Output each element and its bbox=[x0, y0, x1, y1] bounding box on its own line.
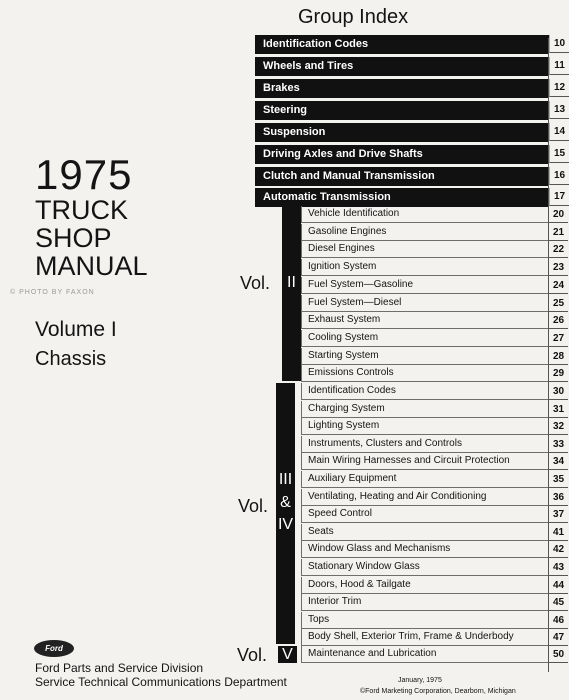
group-band bbox=[255, 167, 566, 186]
volume-two-label: Vol. bbox=[240, 273, 271, 293]
index-row bbox=[301, 365, 565, 382]
chassis-subtitle: Chassis bbox=[35, 348, 107, 370]
group-number: 15 bbox=[549, 145, 569, 163]
group-band bbox=[255, 35, 566, 54]
group-number: 50 bbox=[548, 646, 568, 663]
group-band-label: Brakes bbox=[263, 82, 300, 94]
index-row bbox=[301, 629, 565, 646]
index-row bbox=[301, 348, 565, 365]
group-number: 30 bbox=[548, 383, 568, 400]
group-band-label: Wheels and Tires bbox=[263, 60, 354, 72]
index-row-label: Starting System bbox=[308, 349, 379, 361]
index-row bbox=[301, 241, 565, 258]
group-index-title: Group Index bbox=[298, 6, 409, 28]
index-row bbox=[301, 524, 565, 541]
index-row-label: Lighting System bbox=[308, 420, 380, 432]
group-band-label: Identification Codes bbox=[263, 38, 369, 50]
index-row bbox=[301, 577, 565, 594]
group-band-label: Suspension bbox=[263, 126, 326, 138]
index-row-label: Emissions Controls bbox=[308, 367, 394, 379]
index-row-label: Ignition System bbox=[308, 261, 377, 273]
index-row-label: Tops bbox=[308, 613, 330, 625]
index-row bbox=[301, 471, 565, 488]
group-number: 23 bbox=[548, 259, 568, 276]
group-number: 22 bbox=[548, 241, 568, 258]
index-row bbox=[301, 224, 565, 241]
group-number: 36 bbox=[548, 489, 568, 506]
index-row-label: Stationary Window Glass bbox=[308, 561, 420, 572]
index-right-edge bbox=[548, 38, 549, 672]
index-row-label: Gasoline Engines bbox=[308, 225, 387, 237]
group-number: 28 bbox=[548, 348, 568, 365]
group-number: 13 bbox=[549, 101, 569, 119]
group-band bbox=[255, 57, 565, 76]
index-row bbox=[301, 646, 565, 663]
group-number: 43 bbox=[548, 559, 568, 576]
index-row-label: Instruments, Clusters and Controls bbox=[308, 437, 462, 449]
group-number: 31 bbox=[548, 401, 568, 418]
volume-three-four-label: Vol. bbox=[238, 496, 269, 516]
index-row-label: Maintenance and Lubrication bbox=[308, 648, 437, 659]
index-row-label: Ventilating, Heating and Air Conditioning bbox=[308, 490, 487, 502]
group-number: 17 bbox=[549, 188, 569, 206]
group-number: 12 bbox=[549, 79, 569, 97]
index-row bbox=[301, 594, 565, 611]
volume-three-four-bar bbox=[276, 383, 295, 644]
index-row bbox=[301, 312, 565, 329]
group-number: 33 bbox=[548, 436, 568, 453]
index-row-label: Seats bbox=[308, 525, 334, 537]
group-band-label: Automatic Transmission bbox=[263, 191, 391, 203]
cover-title-line: SHOP bbox=[35, 223, 112, 253]
group-band bbox=[255, 101, 566, 120]
index-row bbox=[301, 453, 565, 470]
group-number: 42 bbox=[548, 541, 568, 558]
group-number: 16 bbox=[549, 167, 569, 185]
index-row-label: Window Glass and Mechanisms bbox=[308, 543, 451, 555]
index-row-label: Exhaust System bbox=[308, 314, 381, 326]
index-row bbox=[301, 206, 565, 223]
index-row-label: Interior Trim bbox=[308, 596, 362, 608]
group-number: 27 bbox=[548, 330, 568, 347]
department-text: Service Technical Communications Department bbox=[35, 675, 287, 689]
index-row bbox=[301, 259, 565, 276]
group-number: 10 bbox=[549, 35, 569, 53]
group-band-label: Driving Axles and Drive Shafts bbox=[263, 148, 423, 160]
index-row bbox=[301, 612, 565, 629]
index-row-label: Body Shell, Exterior Trim, Frame & Underbody bbox=[308, 631, 514, 643]
index-row-label: Fuel System—Diesel bbox=[308, 296, 402, 308]
group-band-label: Clutch and Manual Transmission bbox=[263, 170, 435, 182]
index-row-label: Vehicle Identification bbox=[308, 208, 400, 219]
group-number: 29 bbox=[548, 365, 568, 382]
copyright-text: ©Ford Marketing Corporation, Dearborn, Michigan bbox=[360, 688, 516, 695]
index-row bbox=[301, 436, 565, 453]
ford-logo: Ford bbox=[34, 640, 74, 657]
group-number: 45 bbox=[548, 594, 568, 611]
group-number: 47 bbox=[548, 629, 568, 646]
group-number: 32 bbox=[548, 418, 568, 435]
group-number: 37 bbox=[548, 506, 568, 523]
group-band-label: Steering bbox=[263, 104, 308, 116]
group-band bbox=[255, 123, 566, 142]
group-number: 24 bbox=[548, 277, 568, 294]
index-row-label: Cooling System bbox=[308, 331, 379, 343]
volume-two-roman: II bbox=[287, 274, 296, 291]
cover-title-line: TRUCK bbox=[35, 195, 128, 225]
volume-five-bar bbox=[278, 646, 297, 663]
index-row bbox=[301, 541, 565, 558]
cover-year: 1975 bbox=[35, 151, 133, 198]
group-number: 44 bbox=[548, 577, 568, 594]
group-band bbox=[255, 188, 566, 207]
group-band bbox=[255, 79, 566, 98]
index-row-label: Speed Control bbox=[308, 508, 372, 520]
group-number: 35 bbox=[548, 471, 568, 488]
index-row bbox=[301, 277, 565, 294]
index-row bbox=[301, 401, 565, 418]
index-row bbox=[301, 489, 565, 506]
index-row-label: Main Wiring Harnesses and Circuit Protection bbox=[308, 455, 510, 467]
group-band bbox=[255, 145, 566, 164]
group-number: 11 bbox=[549, 57, 569, 75]
watermark: © PHOTO BY FAXON bbox=[10, 289, 95, 296]
group-number: 14 bbox=[549, 123, 569, 141]
group-number: 25 bbox=[548, 295, 568, 312]
index-row bbox=[301, 506, 565, 523]
volume-two-bar bbox=[282, 206, 301, 381]
index-row-label: Fuel System—Gasoline bbox=[308, 278, 414, 290]
index-row bbox=[301, 330, 565, 347]
index-row bbox=[301, 418, 565, 435]
date-text: January, 1975 bbox=[398, 677, 442, 684]
volume-five-roman: V bbox=[282, 646, 293, 663]
division-text: Ford Parts and Service Division bbox=[35, 661, 204, 675]
volume-three-roman: III bbox=[278, 471, 293, 488]
cover-title-line: MANUAL bbox=[35, 251, 148, 281]
group-number: 34 bbox=[548, 453, 568, 470]
group-number: 26 bbox=[548, 312, 568, 329]
index-row-label: Doors, Hood & Tailgate bbox=[308, 578, 411, 590]
index-row bbox=[301, 559, 565, 576]
group-number: 21 bbox=[548, 224, 568, 241]
group-number: 41 bbox=[548, 524, 568, 541]
volume-ampersand: & bbox=[280, 494, 291, 511]
index-row-label: Charging System bbox=[308, 402, 385, 414]
index-row-label: Diesel Engines bbox=[308, 243, 375, 255]
group-number: 46 bbox=[548, 612, 568, 629]
volume-four-roman: IV bbox=[277, 516, 294, 533]
volume-five-label: Vol. bbox=[237, 645, 268, 665]
volume-one-label: Volume I bbox=[35, 318, 117, 341]
index-row bbox=[301, 295, 565, 312]
index-row-label: Auxiliary Equipment bbox=[308, 473, 397, 484]
index-row-label: Identification Codes bbox=[308, 385, 396, 396]
index-row bbox=[301, 383, 565, 400]
group-number: 20 bbox=[548, 206, 568, 223]
